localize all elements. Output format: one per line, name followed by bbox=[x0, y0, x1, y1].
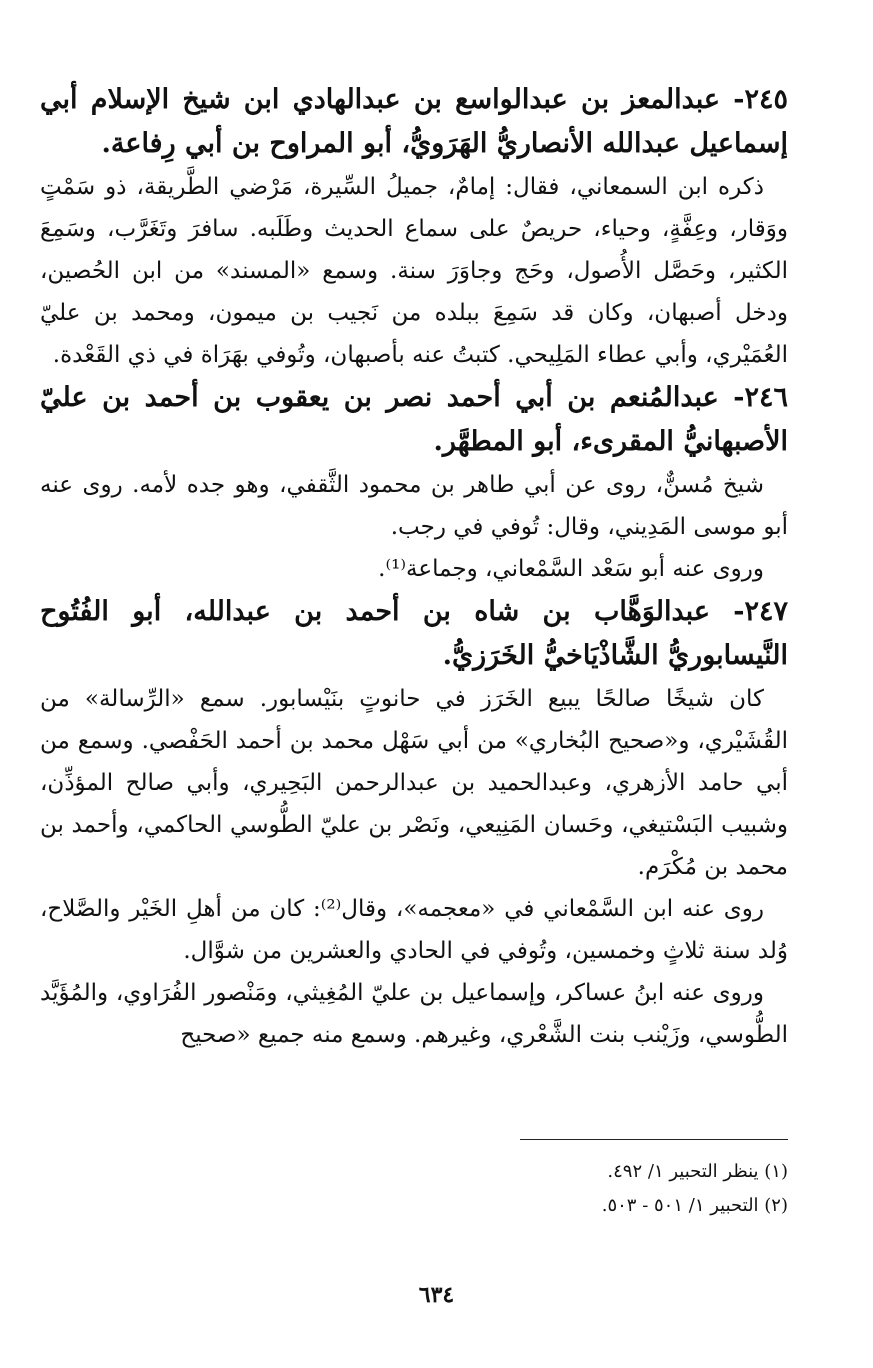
footnote-2: (٢) التحبير ١/ ٥٠١ - ٥٠٣. bbox=[601, 1195, 788, 1216]
entry-heading-247: ٢٤٧- عبدالوَهَّاب بن شاه بن أحمد بن عبدالله، أبو الفُتُوح النَّيسابوريُّ الشَّاذْيَاخيُّ الخَرَزيُّ. bbox=[40, 596, 788, 671]
entry-heading-245: ٢٤٥- عبدالمعز بن عبدالواسع بن عبدالهادي ابن شيخ الإسلام أبي إسماعيل عبدالله الأنصاريُّ الهَرَويُّ، أبو المراوح بن أبي رِفاعة. bbox=[40, 84, 788, 159]
page-number: ٦٣٤ bbox=[418, 1282, 455, 1308]
entry-paragraph: شيخ مُسنٌّ، روى عن أبي طاهر بن محمود الثَّقفي، وهو جده لأمه. روى عنه أبو موسى المَدِيني، وقال: تُوفي في رجب. bbox=[40, 472, 788, 540]
page-body bbox=[40, 78, 788, 1056]
footnote-divider bbox=[520, 1139, 788, 1140]
entry-paragraph: وروى عنه ابنُ عساكر، وإسماعيل بن عليّ المُغِيثي، ومَنْصور الفُرَاوي، والمُؤَيَّد الطُّوسي، وزَيْنب بنت الشَّعْري، وغيرهم. وسمع منه جميع «صحيح bbox=[40, 980, 788, 1048]
entry-paragraph: وروى عنه أبو سَعْد السَّمْعاني، وجماعة⁽¹⁾. bbox=[378, 556, 764, 582]
entry-paragraph: ذكره ابن السمعاني، فقال: إمامٌ، جميلُ السِّيرة، مَرْضي الطَّريقة، ذو سَمْتٍ ووَقار، وعِفَّةٍ، وحياء، حريصٌ على سماع الحديث وطَلَبه. سافرَ وتَغَرَّب، وسَمِعَ الكثير، وحَصَّل الأُصول، وحَج وجاوَرَ سنة. وسمع «المسند» من ابن الحُصين، ودخل أصبهان، وكان قد سَمِعَ ببلده من نَجيب بن ميمون، ومحمد بن عليّ العُمَيْري، وأبي عطاء المَلِيحي. كتبتُ عنه بأصبهان، وتُوفي بهَرَاة في ذي القَعْدة. bbox=[40, 174, 788, 368]
footnote-1: (١) ينظر التحبير ١/ ٤٩٢. bbox=[607, 1161, 788, 1182]
entry-paragraph: روى عنه ابن السَّمْعاني في «معجمه»، وقال⁽²⁾: كان من أهلِ الخَيْر والصَّلاح، وُلد سنة ثلاثٍ وخمسين، وتُوفي في الحادي والعشرين من شوَّال. bbox=[40, 896, 788, 964]
footnotes bbox=[188, 1155, 788, 1223]
entry-paragraph: كان شيخًا صالحًا يبيع الخَرَز في حانوتٍ بنَيْسابور. سمع «الرِّسالة» من القُشَيْري، و«صحيح البُخاري» من أبي سَهْل محمد بن أحمد الحَفْصي. وسمع من أبي حامد الأزهري، وعبدالحميد بن عبدالرحمن البَحِيري، وأبي صالح المؤذِّن، وشبيب البَسْتيغي، وحَسان المَنِيعي، ونَصْر بن عليّ الطُّوسي الحاكمي، وأحمد بن محمد بن مُكْرَم. bbox=[40, 686, 788, 880]
entry-heading-246: ٢٤٦- عبدالمُنعم بن أبي أحمد نصر بن يعقوب بن أحمد بن عليّ الأصبهانيُّ المقرىء، أبو المطهَّر. bbox=[40, 382, 788, 457]
